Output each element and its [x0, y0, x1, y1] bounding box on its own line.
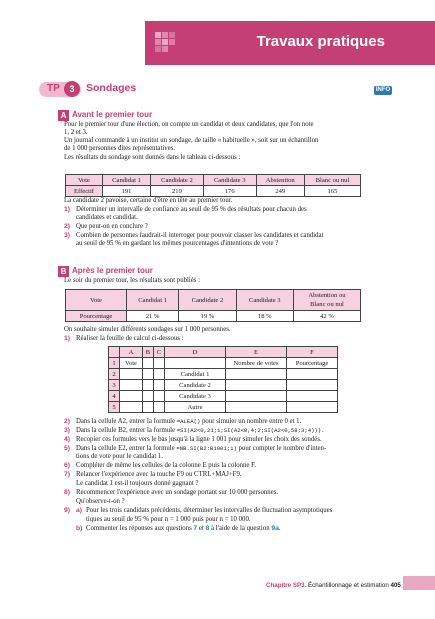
sheet-cell[interactable]	[287, 402, 338, 413]
sheet-cell[interactable]: Candidat 1	[165, 369, 226, 380]
table-header	[293, 290, 360, 311]
tp-title: Sondages	[86, 82, 137, 94]
question-text: candidates et candidat.	[76, 214, 138, 221]
table-header: Abstention	[256, 175, 304, 186]
question-number: 2)	[64, 223, 71, 230]
question-text: Le candidat 1 est-il toujours donné gagnant ?	[76, 480, 199, 487]
question-text: Pour les trois candidats précédents, déterminer les intervalles de fluctuation asymptotiques	[86, 507, 333, 514]
question-text: Recommencer l'expérience avec un sondage portant sur 10 000 personnes.	[76, 489, 279, 496]
sheet-row-header: 1	[109, 358, 120, 369]
footer-subject: Échantillonnage et estimation	[307, 582, 389, 589]
question-reference[interactable]: 7	[193, 525, 198, 532]
sheet-col-header: D	[165, 347, 226, 358]
formula: =NB.SI(B2:B1001;1)	[176, 445, 237, 452]
question-number: 6)	[64, 462, 71, 469]
footer-chapter: Chapitre SP3.	[266, 582, 307, 589]
sheet-cell[interactable]	[226, 391, 287, 402]
question-number: 3)	[64, 232, 71, 239]
paragraph-line: Les résultats du sondage sont donnés dans le tableau ci-dessous :	[64, 154, 241, 161]
table-cell: 191	[103, 186, 151, 197]
sheet-cell[interactable]	[143, 369, 154, 380]
question-text: Qu'observe-t-on ?	[76, 498, 125, 505]
section-b-title: Après le premier tour	[72, 266, 153, 275]
sheet-col-header: F	[287, 347, 338, 358]
question-number: 7)	[64, 471, 71, 478]
question-number: 3)	[64, 427, 71, 434]
question-text: pour simuler un nombre entre 0 et 1.	[202, 418, 302, 425]
table-header: Candidate 2	[179, 290, 236, 311]
header-line: Abstention ou	[308, 292, 346, 299]
question-reference[interactable]: 9a	[271, 525, 279, 532]
sheet-corner	[109, 347, 120, 358]
table-cell: Pourcentage	[66, 311, 127, 322]
section-b-marker: B	[58, 266, 69, 277]
sheet-cell[interactable]	[120, 402, 143, 413]
decorative-squares	[155, 32, 181, 58]
sheet-cell[interactable]	[287, 369, 338, 380]
question-number: 4)	[64, 436, 71, 443]
question-text: Commenter les réponses aux questions	[86, 525, 192, 532]
question-number: 9)	[64, 507, 71, 514]
sheet-cell[interactable]	[120, 391, 143, 402]
paragraph-line: 1, 2 et 3.	[64, 129, 88, 136]
question-text: Dans la cellule E2, entrer la formule	[76, 445, 175, 452]
question-reference[interactable]: 8	[205, 525, 210, 532]
sheet-cell[interactable]: Autre	[165, 402, 226, 413]
page-header-title: Travaux pratiques	[256, 33, 385, 50]
sheet-cell[interactable]	[143, 358, 154, 369]
question-number: 5)	[64, 445, 71, 452]
formula: =SI(A2<0,21;1;SI(A2<0,4;2;SI(A2<0,58;3;4))).	[176, 427, 325, 434]
sheet-cell[interactable]	[120, 369, 143, 380]
info-badge: INFO	[375, 87, 391, 93]
sheet-cell[interactable]	[143, 391, 154, 402]
question-text: Dans la cellule A2, entrer la formule	[76, 418, 176, 425]
question-text: au seuil de 95 % en gardant les mêmes pourcentages d'intentions de vote ?	[76, 240, 279, 247]
sheet-cell[interactable]	[143, 402, 154, 413]
question-text: Recopier ces formules vers le bas jusqu'à la ligne 1 001 pour simuler les choix des sondés.	[76, 436, 322, 443]
punctuation: .	[278, 525, 281, 532]
question-text: pour compter le nombre d'inten-	[238, 445, 327, 452]
question-text: et	[198, 525, 204, 532]
section-a-title: Avant le premier tour	[72, 110, 153, 119]
sheet-cell[interactable]: Candidate 2	[165, 380, 226, 391]
sheet-col-header: C	[154, 347, 165, 358]
sheet-cell[interactable]: Candidate 3	[165, 391, 226, 402]
sheet-cell[interactable]	[154, 402, 165, 413]
question-sub-label: b)	[76, 525, 83, 532]
table-header: Blanc ou nul	[304, 175, 360, 186]
table-header: Candidate 3	[236, 290, 293, 311]
sheet-cell[interactable]	[226, 402, 287, 413]
paragraph-line: de 1 000 personnes dites représentatives.	[64, 145, 175, 152]
question-text: Que peut-on en conclure ?	[76, 223, 148, 230]
formula: =ALEA()	[176, 418, 201, 425]
sheet-row-header: 2	[109, 369, 120, 380]
sheet-col-header: E	[226, 347, 287, 358]
table-cell: 165	[304, 186, 360, 197]
question-number: 1)	[64, 335, 71, 342]
table-header: Candidate 2	[151, 175, 204, 186]
sheet-cell[interactable]	[120, 380, 143, 391]
question-text: Déterminer un intervalle de confiance au seuil de 95 % des résultats pour chacun des	[76, 206, 307, 213]
question-text: Compléter de même les cellules de la colonne E puis la colonne F.	[76, 462, 257, 469]
question-sub-label: a)	[76, 507, 83, 514]
survey-table	[65, 174, 361, 197]
sheet-cell[interactable]	[226, 380, 287, 391]
question-text: tions de vote pour le candidat 1.	[76, 453, 164, 460]
page-number: 405	[390, 582, 401, 589]
question-number: 8)	[64, 489, 71, 496]
tp-label: TP	[47, 83, 60, 94]
sheet-row-header: 4	[109, 391, 120, 402]
table-header: Candidate 3	[203, 175, 256, 186]
question-number: 2)	[64, 418, 71, 425]
table-header: Vote	[66, 175, 103, 186]
sheet-cell[interactable]	[287, 391, 338, 402]
table-cell: 42 %	[293, 311, 360, 322]
sheet-cell[interactable]: Vote	[120, 358, 143, 369]
question-text: Réaliser la feuille de calcul ci-dessous :	[76, 335, 184, 342]
sheet-cell[interactable]	[154, 358, 165, 369]
table-header: Vote	[66, 290, 127, 311]
question-text	[76, 418, 301, 426]
table-cell: 176	[203, 186, 256, 197]
sheet-cell[interactable]	[165, 358, 226, 369]
question-number: 1)	[64, 206, 71, 213]
paragraph-line: Pour le premier tour d'une élection, on compte un candidat et deux candidates, que l'on note	[64, 121, 314, 128]
sheet-cell[interactable]	[154, 369, 165, 380]
sheet-col-header: B	[143, 347, 154, 358]
sheet-cell[interactable]: Pourcentage	[287, 358, 338, 369]
footer-color-bar	[403, 576, 435, 590]
table-cell: 19 %	[179, 311, 236, 322]
sheet-cell[interactable]	[154, 380, 165, 391]
results-table	[65, 289, 361, 322]
question-text: Relancer l'expérience avec la touche F9 ou CTRL+MAJ+F9.	[76, 471, 242, 478]
header-line: Blanc ou nul	[310, 301, 344, 308]
question-text: Dans la cellule B2, entrer la formule	[76, 427, 176, 434]
sheet-cell[interactable]	[154, 391, 165, 402]
question-text	[76, 427, 325, 435]
table-cell: Effectif	[66, 186, 103, 197]
sheet-row-header: 5	[109, 402, 120, 413]
table-cell: 219	[151, 186, 204, 197]
table-cell: 249	[256, 186, 304, 197]
paragraph-line: La candidate 2 pavoise, certaine d'être en tête au premier tour.	[64, 197, 233, 204]
table-header: Candidat 1	[103, 175, 151, 186]
question-text	[86, 525, 281, 533]
sheet-cell[interactable]	[226, 369, 287, 380]
sheet-cell[interactable]: Nombre de votes	[226, 358, 287, 369]
page-footer	[266, 582, 401, 589]
question-text: à l'aide de la question	[211, 525, 270, 532]
question-text: tiques au seuil de 95 % pour n = 1 000 puis pour n = 10 000.	[86, 516, 251, 523]
sheet-col-header: A	[120, 347, 143, 358]
tp-number: 3	[64, 81, 80, 97]
sheet-cell[interactable]	[287, 380, 338, 391]
question-text: Combien de personnes faudrait-il interroger pour pouvoir classer les candidates et candidat	[76, 232, 324, 239]
paragraph-line: On souhaite simuler différents sondages sur 1 000 personnes.	[64, 326, 231, 333]
table-cell: 18 %	[236, 311, 293, 322]
table-cell: 21 %	[127, 311, 179, 322]
paragraph-line: Le soir du premier tour, les résultats sont publiés :	[64, 277, 201, 284]
sheet-cell[interactable]	[143, 380, 154, 391]
spreadsheet	[108, 346, 338, 413]
sheet-row-header: 3	[109, 380, 120, 391]
section-a-marker: A	[58, 110, 69, 121]
paragraph-line: Un journal commande à un institut un sondage, de taille « habituelle », soit sur un échantillon	[64, 137, 319, 144]
table-header: Candidat 1	[127, 290, 179, 311]
